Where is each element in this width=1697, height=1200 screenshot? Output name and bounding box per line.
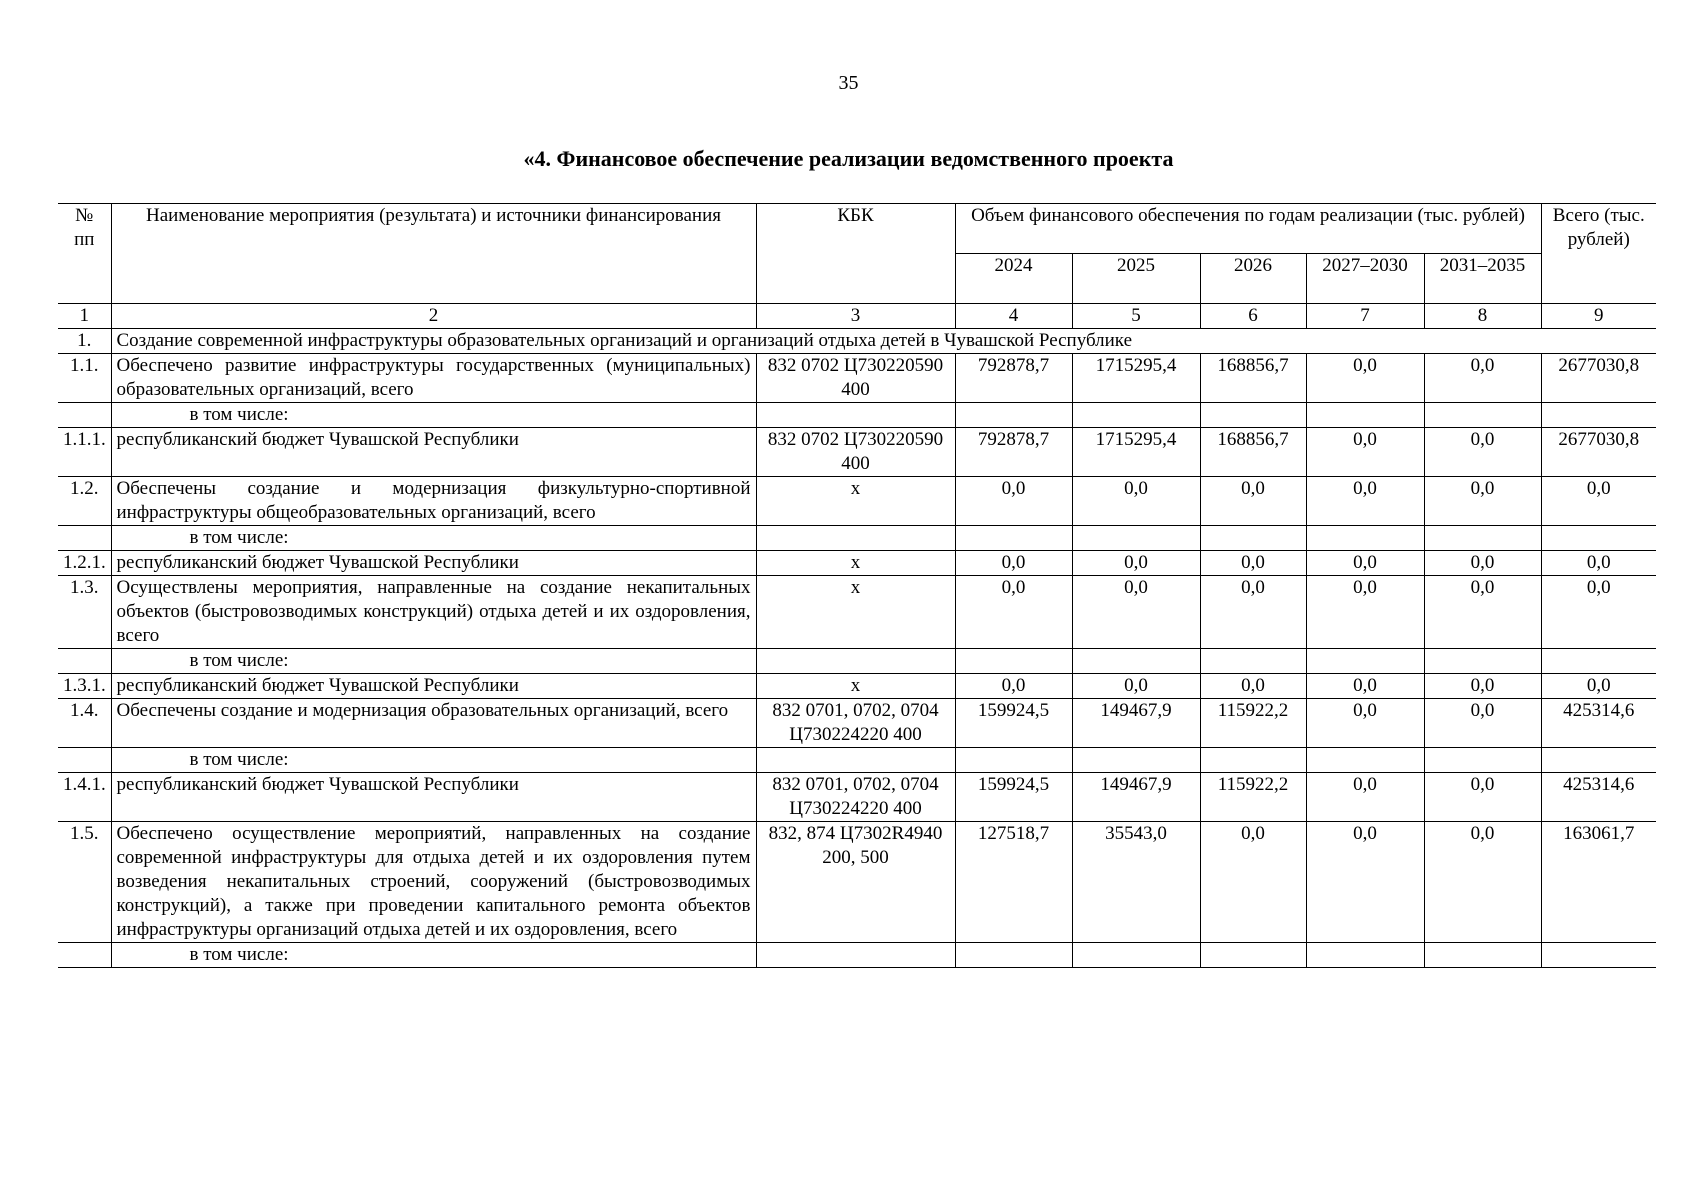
row-kbk: х (756, 551, 955, 576)
row-kbk: 832, 874 Ц7302R4940 200, 500 (756, 822, 955, 943)
page-title: «4. Финансовое обеспечение реализации ведомственного проекта (523, 146, 1174, 171)
column-number: 6 (1200, 304, 1306, 329)
row-kbk: х (756, 576, 955, 649)
row-name: в том числе: (111, 526, 756, 551)
row-value: 0,0 (1200, 477, 1306, 526)
row-total (1541, 943, 1656, 968)
row-value (955, 748, 1072, 773)
row-value (955, 403, 1072, 428)
row-name: Обеспечено осуществление мероприятий, направленных на создание современной инфраструктуры для отдыха детей и их оздоровления путем возведения некапитальных строений, сооружений (быстровозводимых конструкций), а также при проведении капитального ремонта объектов инфраструктуры организаций отдыха детей и их оздоровления, всего (111, 822, 756, 943)
table-row (58, 354, 1656, 403)
row-kbk (756, 649, 955, 674)
column-number: 5 (1072, 304, 1200, 329)
row-value (1306, 748, 1424, 773)
row-name: республиканский бюджет Чувашской Республики (111, 674, 756, 699)
row-value (1306, 649, 1424, 674)
row-value: 0,0 (1306, 773, 1424, 822)
row-value: 1715295,4 (1072, 428, 1200, 477)
header-year: 2024 (955, 254, 1072, 304)
row-total (1541, 526, 1656, 551)
row-kbk: 832 0701, 0702, 0704 Ц730224220 400 (756, 699, 955, 748)
row-value (1424, 748, 1541, 773)
header-num: № пп (58, 204, 111, 304)
row-value (1072, 403, 1200, 428)
table-row (58, 551, 1656, 576)
row-number: 1.4.1. (58, 773, 111, 822)
row-total (1541, 403, 1656, 428)
row-name: Обеспечены создание и модернизация физкультурно-спортивной инфраструктуры общеобразовательных организаций, всего (111, 477, 756, 526)
table-row (58, 822, 1656, 943)
column-number: 8 (1424, 304, 1541, 329)
page-number: 35 (838, 72, 859, 94)
row-value: 0,0 (1072, 674, 1200, 699)
row-value: 0,0 (1424, 674, 1541, 699)
subtotal-label-row (58, 403, 1656, 428)
row-number: 1.2.1. (58, 551, 111, 576)
row-value (1200, 403, 1306, 428)
row-kbk (756, 748, 955, 773)
row-kbk (756, 943, 955, 968)
row-value (1200, 649, 1306, 674)
row-value: 0,0 (1424, 773, 1541, 822)
row-value (1072, 526, 1200, 551)
row-value: 0,0 (1072, 576, 1200, 649)
row-value (1200, 748, 1306, 773)
row-value: 792878,7 (955, 354, 1072, 403)
row-value (1200, 943, 1306, 968)
subtotal-label-row (58, 526, 1656, 551)
row-value: 0,0 (1424, 428, 1541, 477)
row-value: 0,0 (1306, 354, 1424, 403)
row-value: 115922,2 (1200, 773, 1306, 822)
row-number: 1.1. (58, 354, 111, 403)
row-number (58, 748, 111, 773)
row-name: Осуществлены мероприятия, направленные на создание некапитальных объектов (быстровозводимых конструкций) отдыха детей и их оздоровления, всего (111, 576, 756, 649)
header-total: Всего (тыс. рублей) (1541, 204, 1656, 304)
row-value (1424, 403, 1541, 428)
row-value: 127518,7 (955, 822, 1072, 943)
row-kbk: х (756, 477, 955, 526)
row-value (955, 649, 1072, 674)
table-row (58, 699, 1656, 748)
row-value (1306, 403, 1424, 428)
row-name: Обеспечено развитие инфраструктуры государственных (муниципальных) образовательных организаций, всего (111, 354, 756, 403)
row-number (58, 403, 111, 428)
row-total: 0,0 (1541, 674, 1656, 699)
row-value: 0,0 (1306, 699, 1424, 748)
header-name: Наименование мероприятия (результата) и источники финансирования (111, 204, 756, 304)
table-row (58, 576, 1656, 649)
row-value: 0,0 (1200, 822, 1306, 943)
row-value (1072, 943, 1200, 968)
row-value: 0,0 (1306, 674, 1424, 699)
row-value: 159924,5 (955, 773, 1072, 822)
row-total: 425314,6 (1541, 699, 1656, 748)
row-value: 0,0 (1306, 576, 1424, 649)
header-year: 2031–2035 (1424, 254, 1541, 304)
column-number: 4 (955, 304, 1072, 329)
row-kbk (756, 526, 955, 551)
row-value: 0,0 (955, 477, 1072, 526)
subtotal-label-row (58, 748, 1656, 773)
row-value (1072, 649, 1200, 674)
row-value: 115922,2 (1200, 699, 1306, 748)
header-year: 2025 (1072, 254, 1200, 304)
section-number: 1. (58, 329, 111, 354)
row-name: в том числе: (111, 748, 756, 773)
row-value (1424, 526, 1541, 551)
row-kbk: 832 0701, 0702, 0704 Ц730224220 400 (756, 773, 955, 822)
header-year: 2026 (1200, 254, 1306, 304)
row-value: 0,0 (955, 674, 1072, 699)
row-number (58, 526, 111, 551)
section-title: Создание современной инфраструктуры образовательных организаций и организаций отдыха детей в Чувашской Республике (111, 329, 1656, 354)
row-name: Обеспечены создание и модернизация образовательных организаций, всего (111, 699, 756, 748)
row-total (1541, 649, 1656, 674)
row-kbk: 832 0702 Ц730220590 400 (756, 354, 955, 403)
row-value (1424, 943, 1541, 968)
row-value: 792878,7 (955, 428, 1072, 477)
row-total (1541, 748, 1656, 773)
row-value: 1715295,4 (1072, 354, 1200, 403)
row-value (1306, 943, 1424, 968)
row-value (1424, 649, 1541, 674)
row-total: 0,0 (1541, 477, 1656, 526)
row-value: 0,0 (1424, 477, 1541, 526)
table-row (58, 477, 1656, 526)
row-value (1200, 526, 1306, 551)
row-number: 1.3.1. (58, 674, 111, 699)
row-value: 149467,9 (1072, 773, 1200, 822)
row-value (1072, 748, 1200, 773)
section-row (58, 329, 1656, 354)
row-number: 1.3. (58, 576, 111, 649)
row-total: 0,0 (1541, 551, 1656, 576)
row-value (955, 526, 1072, 551)
row-number: 1.1.1. (58, 428, 111, 477)
row-total: 0,0 (1541, 576, 1656, 649)
row-value: 168856,7 (1200, 354, 1306, 403)
row-value: 0,0 (1072, 477, 1200, 526)
row-value: 168856,7 (1200, 428, 1306, 477)
row-kbk: 832 0702 Ц730220590 400 (756, 428, 955, 477)
header-kbk: КБК (756, 204, 955, 304)
row-name: республиканский бюджет Чувашской Республики (111, 773, 756, 822)
row-value: 159924,5 (955, 699, 1072, 748)
subtotal-label-row (58, 649, 1656, 674)
row-value (1306, 526, 1424, 551)
row-value: 0,0 (1306, 551, 1424, 576)
column-number: 1 (58, 304, 111, 329)
row-name: республиканский бюджет Чувашской Республики (111, 428, 756, 477)
row-value: 0,0 (1424, 699, 1541, 748)
row-name: в том числе: (111, 649, 756, 674)
row-total: 2677030,8 (1541, 354, 1656, 403)
row-value: 0,0 (1200, 551, 1306, 576)
row-number (58, 943, 111, 968)
column-number: 9 (1541, 304, 1656, 329)
table-row (58, 674, 1656, 699)
row-total: 425314,6 (1541, 773, 1656, 822)
row-value: 0,0 (1424, 354, 1541, 403)
row-total: 163061,7 (1541, 822, 1656, 943)
row-value: 0,0 (1424, 822, 1541, 943)
row-value: 0,0 (1424, 551, 1541, 576)
row-value: 149467,9 (1072, 699, 1200, 748)
row-value: 0,0 (1306, 428, 1424, 477)
row-name: республиканский бюджет Чувашской Республики (111, 551, 756, 576)
row-value: 0,0 (1424, 576, 1541, 649)
row-value: 0,0 (1200, 576, 1306, 649)
row-number (58, 649, 111, 674)
row-name: в том числе: (111, 403, 756, 428)
row-value: 0,0 (955, 576, 1072, 649)
column-number: 7 (1306, 304, 1424, 329)
subtotal-label-row (58, 943, 1656, 968)
row-kbk: х (756, 674, 955, 699)
row-value: 0,0 (955, 551, 1072, 576)
row-value: 35543,0 (1072, 822, 1200, 943)
row-value: 0,0 (1306, 822, 1424, 943)
row-total: 2677030,8 (1541, 428, 1656, 477)
row-value: 0,0 (1306, 477, 1424, 526)
financing-table (58, 203, 1656, 968)
row-name: в том числе: (111, 943, 756, 968)
row-value: 0,0 (1072, 551, 1200, 576)
header-volume: Объем финансового обеспечения по годам реализации (тыс. рублей) (955, 204, 1541, 254)
column-number: 2 (111, 304, 756, 329)
row-number: 1.4. (58, 699, 111, 748)
row-value: 0,0 (1200, 674, 1306, 699)
row-kbk (756, 403, 955, 428)
table-row (58, 773, 1656, 822)
row-number: 1.5. (58, 822, 111, 943)
row-value (955, 943, 1072, 968)
column-number: 3 (756, 304, 955, 329)
row-number: 1.2. (58, 477, 111, 526)
table-row (58, 428, 1656, 477)
header-year: 2027–2030 (1306, 254, 1424, 304)
